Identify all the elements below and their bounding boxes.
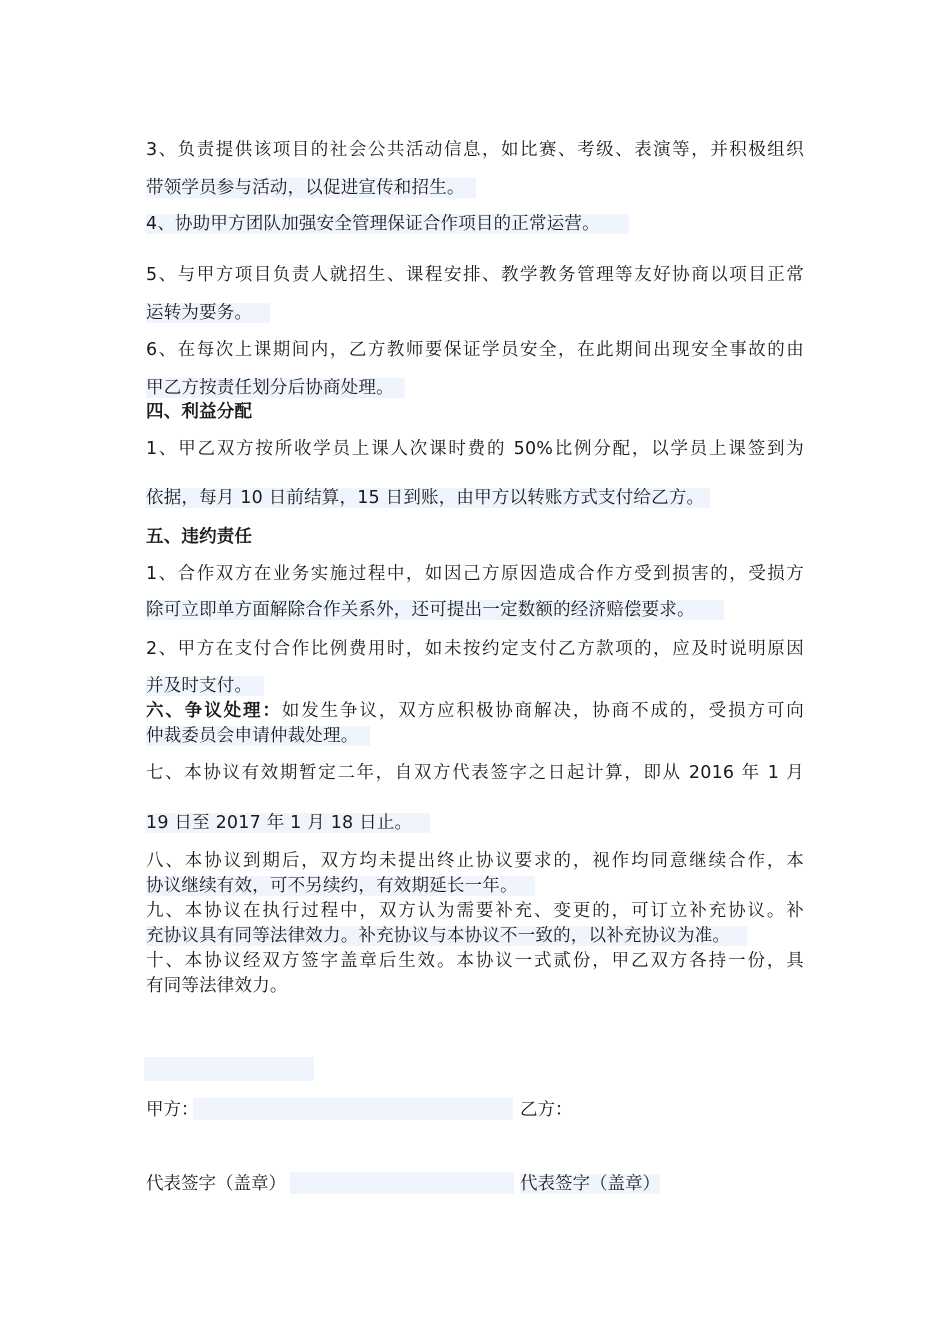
item-3-line-2 (146, 176, 476, 200)
section-5-item-2-line-2-text: 并及时支付。 (146, 676, 253, 696)
rep-b-label (520, 1172, 660, 1196)
section-6-line-2-text: 仲裁委员会申请仲裁处理。 (146, 726, 359, 746)
blank-placeholder (144, 1057, 314, 1081)
section-4-item-1-line-2 (146, 486, 710, 510)
section-8-line-2-text: 协议继续有效，可不另续约，有效期延长一年。 (146, 876, 518, 896)
section-9-line-2-text: 充协议具有同等法律效力。补充协议与本协议不一致的，以补充协议为准。 (146, 926, 731, 946)
item-4 (146, 212, 629, 236)
section-6-heading: 六、争议处理： (146, 701, 282, 721)
section-7-line-1: 七、本协议有效期暂定二年，自双方代表签字之日起计算，即从 2016 年 1 月 (146, 763, 804, 783)
item-5-line-2 (146, 301, 270, 325)
section-8-line-1: 八、本协议到期后，双方均未提出终止协议要求的，视作均同意继续合作，本 (146, 851, 804, 871)
section-5-item-2-line-1: 2、甲方在支付合作比例费用时，如未按约定支付乙方款项的，应及时说明原因 (146, 639, 804, 659)
section-4-heading: 四、利益分配 (146, 402, 253, 422)
section-6-line-2 (146, 724, 370, 748)
item-5-line-2-text: 运转为要务。 (146, 303, 253, 323)
section-9-line-1: 九、本协议在执行过程中，双方认为需要补充、变更的，可订立补充协议。补 (146, 901, 804, 921)
section-8-line-2 (146, 874, 535, 898)
item-3-line-2-text: 带领学员参与活动，以促进宣传和招生。 (146, 178, 465, 198)
section-5-heading: 五、违约责任 (146, 527, 253, 547)
item-5-line-1: 5、与甲方项目负责人就招生、课程安排、教学教务管理等友好协商以项目正常 (146, 265, 804, 285)
section-5-item-1-line-2 (146, 598, 724, 622)
section-4-item-1-line-2-text: 依据，每月 10 日前结算，15 日到账，由甲方以转账方式支付给乙方。 (146, 488, 705, 508)
rep-a-label: 代表签字（盖章） (146, 1174, 286, 1194)
section-4-item-1-line-1: 1、甲乙双方按所收学员上课人次课时费的 50%比例分配，以学员上课签到为 (146, 439, 804, 459)
item-3-line-1: 3、负责提供该项目的社会公共活动信息，如比赛、考级、表演等，并积极组织 (146, 140, 804, 160)
rep-b-label-text: 代表签字（盖章） (520, 1174, 660, 1194)
section-10-line-2: 有同等法律效力。 (146, 976, 288, 996)
item-6-line-2 (146, 376, 405, 400)
section-5-item-1-line-2-text: 除可立即单方面解除合作关系外，还可提出一定数额的经济赔偿要求。 (146, 600, 695, 620)
section-6-line-1-text: 如发生争议，双方应积极协商解决，协商不成的，受损方可向 (281, 701, 804, 721)
item-4-text: 4、协助甲方团队加强安全管理保证合作项目的正常运营。 (146, 214, 600, 234)
section-7-line-2 (146, 811, 430, 835)
party-a-fill-area (193, 1098, 513, 1120)
section-9-line-2 (146, 924, 747, 948)
section-10-line-1: 十、本协议经双方签字盖章后生效。本协议一式贰份，甲乙双方各持一份，具 (146, 951, 804, 971)
item-6-line-1: 6、在每次上课期间内，乙方教师要保证学员安全，在此期间出现安全事故的由 (146, 340, 804, 360)
party-b-label: 乙方： (520, 1100, 573, 1120)
section-6-line-1 (146, 699, 804, 723)
rep-a-fill-area (290, 1172, 514, 1194)
section-7-line-2-text: 19 日至 2017 年 1 月 18 日止。 (146, 813, 413, 833)
party-a-label: 甲方： (146, 1100, 199, 1120)
section-5-item-1-line-1: 1、合作双方在业务实施过程中，如因己方原因造成合作方受到损害的，受损方 (146, 564, 804, 584)
section-5-item-2-line-2 (146, 674, 264, 698)
item-6-line-2-text: 甲乙方按责任划分后协商处理。 (146, 378, 394, 398)
